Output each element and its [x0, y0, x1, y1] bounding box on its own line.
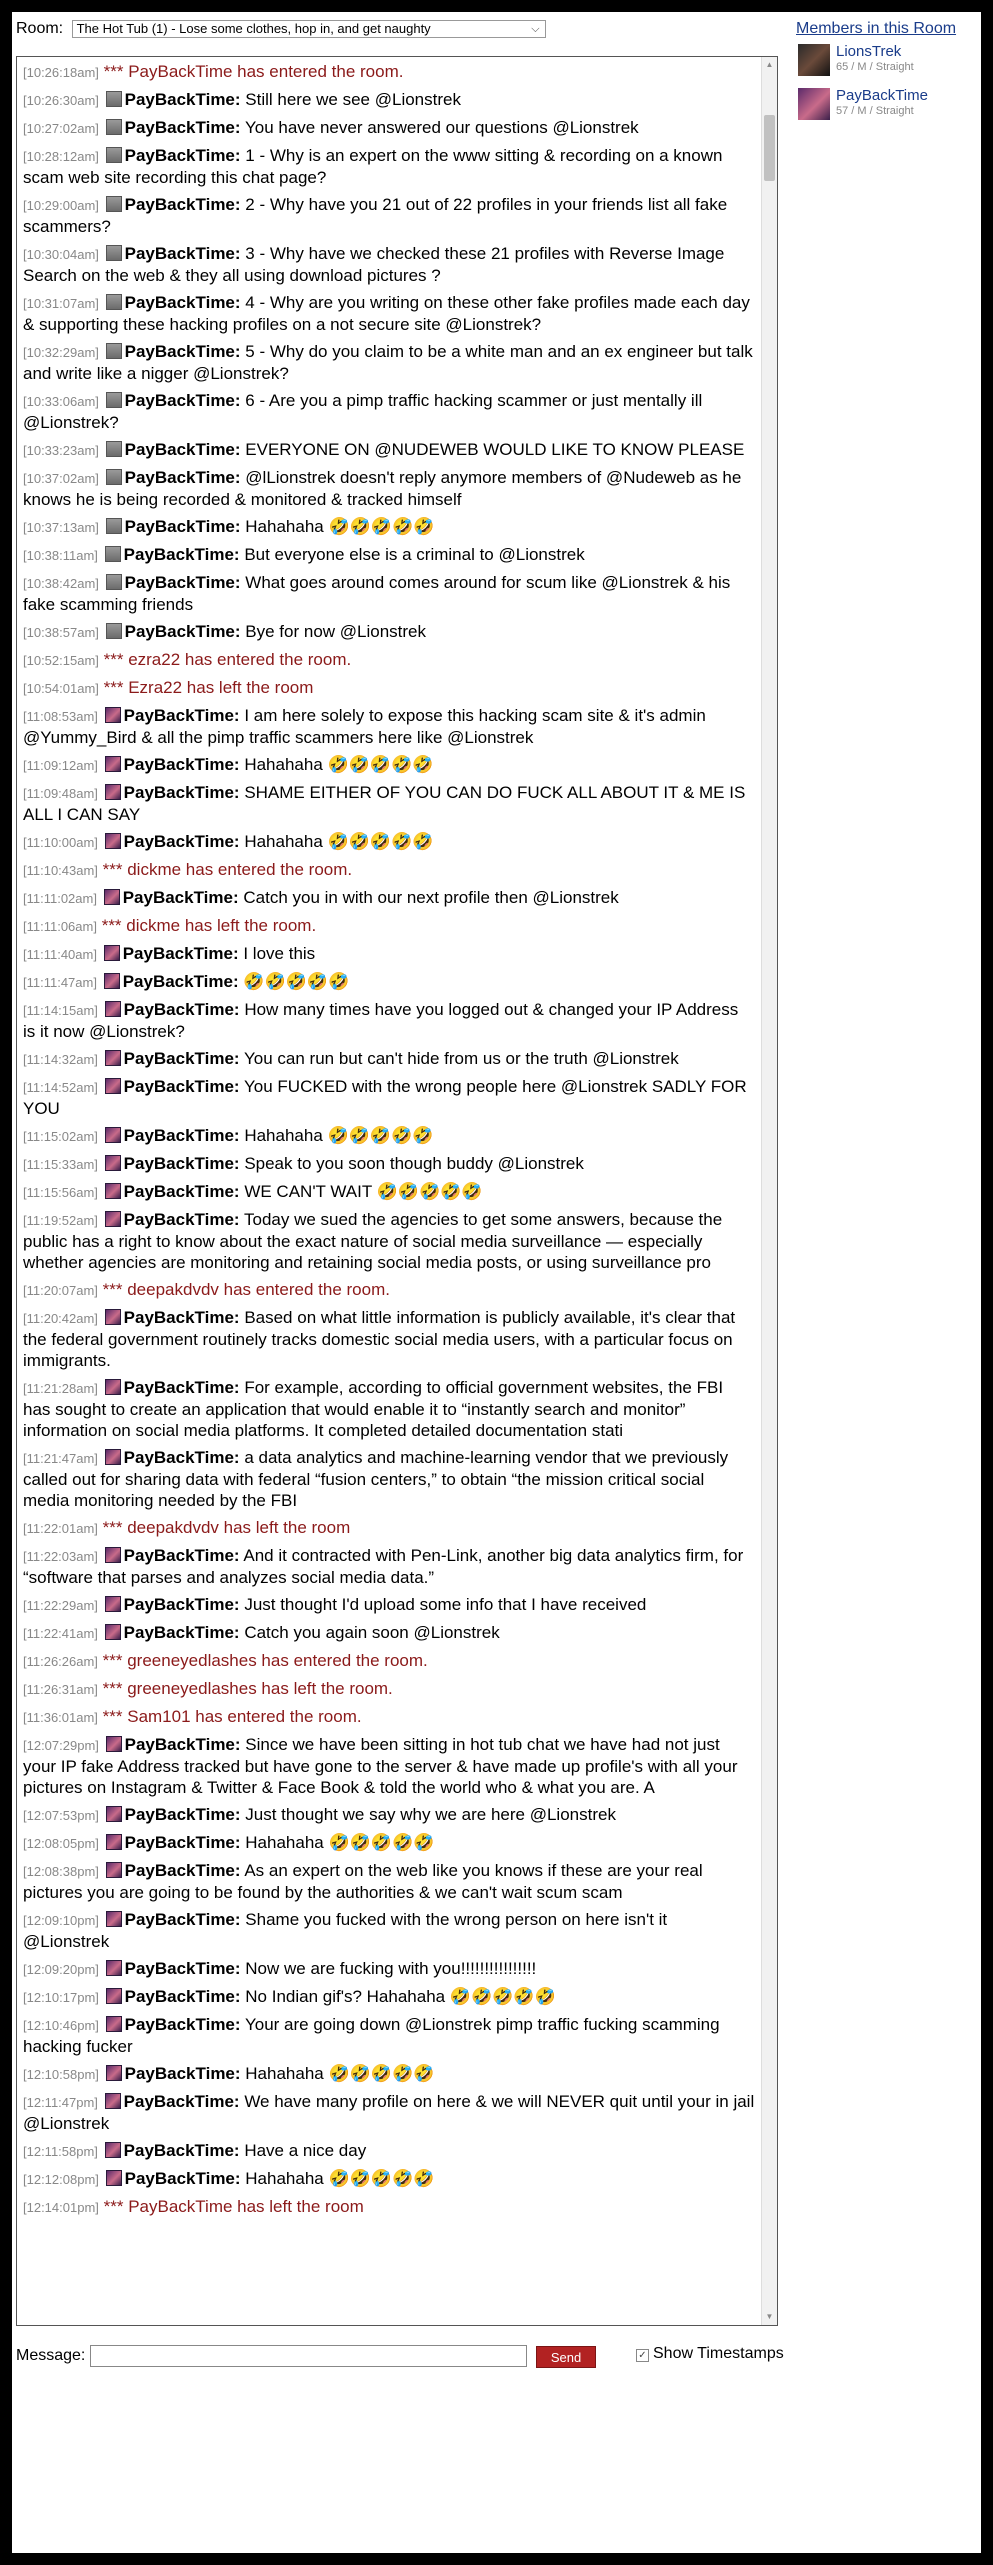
message-input[interactable]: [90, 2345, 527, 2367]
sender-name[interactable]: PayBackTime:: [124, 342, 241, 361]
message-text: Catch you in with our next profile then @Lionstrek: [243, 888, 619, 907]
chat-message: [23, 1153, 755, 1175]
sender-name[interactable]: PayBackTime:: [123, 1308, 240, 1327]
message-text: Speak to you soon though buddy @Lionstrek: [244, 1154, 584, 1173]
system-text: *** deepakdvdv has entered the room.: [102, 1280, 390, 1299]
message-timestamp: [10:28:12am]: [23, 149, 99, 164]
avatar[interactable]: [106, 1862, 122, 1878]
sender-name[interactable]: PayBackTime:: [123, 1448, 240, 1467]
sender-name[interactable]: PayBackTime:: [124, 293, 241, 312]
sender-name[interactable]: PayBackTime:: [122, 888, 239, 907]
chat-message: [23, 754, 755, 776]
sender-name[interactable]: PayBackTime:: [123, 1000, 240, 1019]
avatar[interactable]: [106, 392, 122, 408]
message-timestamp: [12:08:38pm]: [23, 1864, 99, 1879]
scroll-down-icon[interactable]: ▼: [765, 2312, 774, 2321]
avatar[interactable]: [104, 973, 120, 989]
avatar[interactable]: [104, 889, 120, 905]
chat-message: [23, 516, 755, 538]
message-timestamp: [10:33:06am]: [23, 394, 99, 409]
message-timestamp: [11:36:01am]: [23, 1710, 98, 1725]
message-label: Message:: [16, 2347, 86, 2364]
message-timestamp: [11:09:12am]: [23, 758, 98, 773]
avatar[interactable]: [105, 1078, 121, 1094]
avatar[interactable]: [106, 119, 122, 135]
avatar[interactable]: [105, 1211, 121, 1227]
system-message: [23, 1279, 755, 1301]
message-timestamp: [11:22:29am]: [23, 1598, 98, 1613]
system-message: [23, 677, 755, 699]
message-timestamp: [10:38:42am]: [23, 576, 99, 591]
message-text: You have never answered our questions @Lionstrek: [244, 118, 639, 137]
avatar[interactable]: [105, 1547, 121, 1563]
message-timestamp: [11:11:06am]: [23, 919, 97, 934]
message-text: I love this: [243, 944, 316, 963]
chat-page: [12, 12, 981, 2553]
sender-name[interactable]: PayBackTime:: [124, 244, 241, 263]
room-select-value: The Hot Tub (1) - Lose some clothes, hop in, and get naughty: [76, 21, 431, 36]
sender-name[interactable]: PayBackTime:: [122, 972, 239, 991]
message-text: Hahahaha 🤣🤣🤣🤣🤣: [245, 2064, 435, 2083]
system-text: *** Ezra22 has left the room: [103, 678, 314, 697]
sender-name[interactable]: PayBackTime:: [124, 90, 241, 109]
system-message: [23, 1706, 755, 1728]
message-text: Your are going down @Lionstrek pimp traffic fucking scamming hacking fucker: [23, 2015, 720, 2056]
sender-name[interactable]: PayBackTime:: [123, 1154, 240, 1173]
chat-message: [23, 544, 755, 566]
sender-name[interactable]: PayBackTime:: [124, 2169, 241, 2188]
message-text: No Indian gif's? Hahahaha 🤣🤣🤣🤣🤣: [245, 1987, 556, 2006]
chat-message: [23, 2168, 755, 2190]
system-message: [23, 1650, 755, 1672]
chat-message: [23, 1958, 755, 1980]
message-timestamp: [10:52:15am]: [23, 653, 99, 668]
message-text: Since we have been sitting in hot tub chat we have had not just your IP fake Address tracked but have gone to the server & have made up profile's with all your pictures on Instagram & Twitter & Face Book & told the world who & what you are. A: [23, 1735, 738, 1797]
avatar[interactable]: [106, 196, 122, 212]
message-timestamp: [11:15:56am]: [23, 1185, 98, 1200]
sender-name[interactable]: PayBackTime:: [124, 1861, 241, 1880]
avatar[interactable]: [106, 1806, 122, 1822]
avatar[interactable]: [106, 469, 122, 485]
avatar[interactable]: [105, 1050, 121, 1066]
message-timestamp: [10:32:29am]: [23, 345, 99, 360]
system-text: *** PayBackTime has left the room: [103, 2197, 364, 2216]
avatar[interactable]: [106, 441, 122, 457]
sender-name[interactable]: PayBackTime:: [124, 573, 241, 592]
message-timestamp: [11:11:47am]: [23, 975, 97, 990]
system-message: [23, 2196, 755, 2218]
chat-message: [23, 1048, 755, 1070]
sender-name[interactable]: PayBackTime:: [123, 1378, 240, 1397]
message-timestamp: [11:11:40am]: [23, 947, 97, 962]
chat-message: [23, 1622, 755, 1644]
chat-message: [23, 2014, 755, 2057]
system-text: *** dickme has entered the room.: [102, 860, 353, 879]
sender-name[interactable]: PayBackTime:: [124, 1833, 241, 1852]
message-timestamp: [12:11:58pm]: [23, 2144, 98, 2159]
message-text: 2 - Why have you 21 out of 22 profiles in your friends list all fake scammers?: [23, 195, 728, 236]
avatar[interactable]: [105, 1127, 121, 1143]
chat-message: [23, 390, 755, 433]
avatar[interactable]: [106, 294, 122, 310]
sender-name[interactable]: PayBackTime:: [123, 1546, 240, 1565]
chat-message: [23, 145, 755, 188]
system-text: *** PayBackTime has entered the room.: [103, 62, 404, 81]
message-text: SHAME EITHER OF YOU CAN DO FUCK ALL ABOUT IT & ME IS ALL I CAN SAY: [23, 783, 746, 824]
timestamps-checkbox[interactable]: ✓: [636, 2349, 649, 2362]
avatar[interactable]: [106, 518, 122, 534]
chat-message: [23, 2063, 755, 2085]
message-text: Based on what little information is publicly available, it's clear that the federal government routinely tracks domestic social media users, with a particular focus on immigrants.: [23, 1308, 736, 1370]
sender-name[interactable]: PayBackTime:: [124, 1735, 241, 1754]
sender-name[interactable]: PayBackTime:: [123, 706, 240, 725]
message-timestamp: [10:38:11am]: [23, 548, 98, 563]
message-timestamp: [11:20:42am]: [23, 1311, 98, 1326]
avatar[interactable]: [105, 546, 121, 562]
message-text: But everyone else is a criminal to @Lionstrek: [244, 545, 585, 564]
message-text: @lLionstrek doesn't reply anymore members of @Nudeweb as he knows he is being recorded & monitored & tracked himself: [23, 468, 742, 509]
sender-name[interactable]: PayBackTime:: [122, 944, 239, 963]
sender-name[interactable]: PayBackTime:: [123, 1077, 240, 1096]
message-text: We have many profile on here & we will NEVER quit until your in jail @Lionstrek: [23, 2092, 755, 2133]
system-message: [23, 649, 755, 671]
chat-message: [23, 1209, 755, 1273]
avatar[interactable]: [106, 2170, 122, 2186]
message-text: For example, according to official government websites, the FBI has sought to create an application that would enable it to “instantly search and monitor” information on social media platforms. It completed detailed documentation stati: [23, 1378, 724, 1440]
avatar[interactable]: [105, 1379, 121, 1395]
sender-name[interactable]: PayBackTime:: [123, 1182, 240, 1201]
sender-name[interactable]: PayBackTime:: [123, 1623, 240, 1642]
message-text: WE CAN'T WAIT 🤣🤣🤣🤣🤣: [244, 1182, 483, 1201]
message-text: Have a nice day: [244, 2141, 367, 2160]
sender-name[interactable]: PayBackTime:: [124, 2064, 241, 2083]
system-message: [23, 1517, 755, 1539]
member-info: 57 / M / Straight: [836, 105, 914, 117]
chat-message: [23, 1181, 755, 1203]
chat-scrollbar[interactable]: [761, 57, 777, 2325]
room-selector-row: [16, 20, 546, 38]
avatar[interactable]: [798, 44, 830, 76]
sender-name[interactable]: PayBackTime:: [124, 1987, 241, 2006]
system-message: [23, 61, 755, 83]
message-timestamp: [11:11:02am]: [23, 891, 97, 906]
message-timestamp: [11:26:31am]: [23, 1682, 98, 1697]
sender-name[interactable]: PayBackTime:: [123, 1049, 240, 1068]
chat-message: [23, 1986, 755, 2008]
system-text: *** deepakdvdv has left the room: [102, 1518, 351, 1537]
sender-name[interactable]: PayBackTime:: [124, 118, 241, 137]
chat-message: [23, 89, 755, 111]
chat-message: [23, 1447, 755, 1511]
avatar[interactable]: [105, 1596, 121, 1612]
message-timestamp: [12:12:08pm]: [23, 2172, 99, 2187]
chat-message: [23, 572, 755, 615]
scroll-thumb[interactable]: [764, 115, 775, 181]
chat-message: [23, 1307, 755, 1371]
message-text: As an expert on the web like you knows if these are your real pictures you are going to be found by the authorities & we can't wait scum scam: [23, 1861, 703, 1902]
avatar[interactable]: [106, 1960, 122, 1976]
message-timestamp: [12:14:01pm]: [23, 2200, 99, 2215]
message-text: Still here we see @Lionstrek: [245, 90, 461, 109]
message-timestamp: [11:09:48am]: [23, 786, 98, 801]
avatar[interactable]: [105, 2093, 121, 2109]
message-timestamp: [12:10:17pm]: [23, 1990, 99, 2005]
members-title[interactable]: Members in this Room: [796, 20, 957, 37]
message-text: And it contracted with Pen-Link, another big data analytics firm, for “software that parses and analyzes social media data.”: [23, 1546, 744, 1587]
system-message: [23, 915, 755, 937]
chat-message: [23, 971, 755, 993]
avatar[interactable]: [106, 1988, 122, 2004]
message-text: 3 - Why have we checked these 21 profiles with Reverse Image Search on the web & they all using download pictures ?: [23, 244, 725, 285]
message-timestamp: [12:10:46pm]: [23, 2018, 99, 2033]
message-timestamp: [10:27:02am]: [23, 121, 99, 136]
chat-message: [23, 943, 755, 965]
sender-name[interactable]: PayBackTime:: [123, 545, 240, 564]
member-item[interactable]: [796, 42, 971, 82]
chat-message: [23, 831, 755, 853]
message-timestamp: [11:14:32am]: [23, 1052, 98, 1067]
message-timestamp: [11:21:47am]: [23, 1451, 98, 1466]
chat-message: [23, 117, 755, 139]
message-timestamp: [12:08:05pm]: [23, 1836, 99, 1851]
message-timestamp: [11:14:15am]: [23, 1003, 98, 1018]
avatar[interactable]: [105, 1449, 121, 1465]
chat-message: [23, 782, 755, 825]
chat-message: [23, 194, 755, 237]
message-text: I am here solely to expose this hacking scam site & it's admin @Yummy_Bird & all the pimp traffic scammers here like @Lionstrek: [23, 706, 706, 747]
avatar[interactable]: [106, 343, 122, 359]
message-timestamp: [11:22:41am]: [23, 1626, 98, 1641]
timestamps-label: Show Timestamps: [653, 2345, 784, 2362]
message-list: [17, 57, 761, 2325]
chat-message: [23, 621, 755, 643]
message-text: What goes around comes around for scum like @Lionstrek & his fake scamming friends: [23, 573, 731, 614]
send-button[interactable]: Send: [536, 2346, 596, 2368]
sender-name[interactable]: PayBackTime:: [124, 517, 241, 536]
message-timestamp: [10:26:30am]: [23, 93, 99, 108]
message-text: Hahahaha 🤣🤣🤣🤣🤣: [244, 832, 434, 851]
message-text: Hahahaha 🤣🤣🤣🤣🤣: [245, 1833, 435, 1852]
chat-message: [23, 2091, 755, 2134]
message-timestamp: [10:31:07am]: [23, 296, 99, 311]
chat-message: [23, 1804, 755, 1826]
message-text: 5 - Why do you claim to be a white man and an ex engineer but talk and write like a nigger @Lionstrek?: [23, 342, 753, 383]
avatar[interactable]: [106, 623, 122, 639]
message-text: Hahahaha 🤣🤣🤣🤣🤣: [244, 1126, 434, 1145]
chat-message: [23, 999, 755, 1042]
message-text: a data analytics and machine-learning vendor that we previously called out for sharing data with federal “fusion centers,” to obtain “the mission critical social media monitoring needed by the FBI: [23, 1448, 729, 1510]
message-text: Catch you again soon @Lionstrek: [244, 1623, 500, 1642]
message-timestamp: [12:11:47pm]: [23, 2095, 98, 2110]
sender-name[interactable]: PayBackTime:: [124, 2015, 241, 2034]
message-timestamp: [12:07:53pm]: [23, 1808, 99, 1823]
avatar[interactable]: [798, 88, 830, 120]
avatar[interactable]: [106, 1911, 122, 1927]
sender-name[interactable]: PayBackTime:: [123, 755, 240, 774]
chat-message: [23, 1545, 755, 1588]
room-label: Room:: [16, 20, 64, 37]
system-text: *** dickme has left the room.: [101, 916, 317, 935]
chat-message: [23, 1909, 755, 1952]
chat-message: [23, 1076, 755, 1119]
sender-name[interactable]: PayBackTime:: [123, 1595, 240, 1614]
sender-name[interactable]: PayBackTime:: [124, 440, 241, 459]
system-message: [23, 1678, 755, 1700]
system-text: *** ezra22 has entered the room.: [103, 650, 352, 669]
system-text: *** greeneyedlashes has entered the room.: [102, 1651, 428, 1670]
sender-name[interactable]: PayBackTime:: [124, 195, 241, 214]
message-text: You can run but can't hide from us or the truth @Lionstrek: [244, 1049, 679, 1068]
chat-message: [23, 1734, 755, 1798]
message-timestamp: [11:15:33am]: [23, 1157, 98, 1172]
message-timestamp: [11:19:52am]: [23, 1213, 98, 1228]
chevron-down-icon: ⌵: [531, 23, 540, 35]
message-timestamp: [10:30:04am]: [23, 247, 99, 262]
message-text: Just thought we say why we are here @Lionstrek: [245, 1805, 616, 1824]
message-text: How many times have you logged out & changed your IP Address is it now @Lionstrek?: [23, 1000, 739, 1041]
chat-message: [23, 2140, 755, 2162]
chat-message: [23, 243, 755, 286]
message-text: Bye for now @Lionstrek: [245, 622, 427, 641]
message-text: Just thought I'd upload some info that I have received: [244, 1595, 647, 1614]
message-text: Today we sued the agencies to get some answers, because the public has a right to know about the exact nature of social media surveillance — especially whether agencies are monitoring and retaining social media posts, or using surveillance pro: [23, 1210, 723, 1272]
scroll-up-icon[interactable]: ▲: [765, 60, 774, 69]
message-timestamp: [10:29:00am]: [23, 198, 99, 213]
sender-name[interactable]: PayBackTime:: [124, 146, 241, 165]
avatar[interactable]: [105, 2142, 121, 2158]
message-timestamp: [11:20:07am]: [23, 1283, 98, 1298]
avatar[interactable]: [106, 147, 122, 163]
show-timestamps-toggle[interactable]: [636, 2345, 784, 2363]
sender-name[interactable]: PayBackTime:: [123, 1126, 240, 1145]
chat-message: [23, 467, 755, 510]
avatar[interactable]: [106, 245, 122, 261]
avatar[interactable]: [106, 1834, 122, 1850]
chat-message: [23, 341, 755, 384]
message-text: EVERYONE ON @NUDEWEB WOULD LIKE TO KNOW PLEASE: [245, 440, 745, 459]
sender-name[interactable]: PayBackTime:: [123, 832, 240, 851]
avatar[interactable]: [106, 91, 122, 107]
system-text: *** greeneyedlashes has left the room.: [102, 1679, 393, 1698]
avatar[interactable]: [105, 833, 121, 849]
sender-name[interactable]: PayBackTime:: [124, 391, 241, 410]
chat-message: [23, 1125, 755, 1147]
chat-message: [23, 439, 755, 461]
member-info: 65 / M / Straight: [836, 61, 914, 73]
sender-name[interactable]: PayBackTime:: [124, 1959, 241, 1978]
message-timestamp: [12:10:58pm]: [23, 2067, 99, 2082]
system-message: [23, 859, 755, 881]
message-text: Hahahaha 🤣🤣🤣🤣🤣: [245, 2169, 435, 2188]
message-timestamp: [11:22:01am]: [23, 1521, 98, 1536]
member-name[interactable]: LionsTrek: [836, 43, 902, 60]
avatar[interactable]: [105, 1155, 121, 1171]
message-timestamp: [12:09:10pm]: [23, 1913, 99, 1928]
sender-name[interactable]: PayBackTime:: [123, 2141, 240, 2160]
chat-message: [23, 292, 755, 335]
message-text: 4 - Why are you writing on these other fake profiles made each day & supporting these hacking profiles on a not secure site @Lionstrek?: [23, 293, 750, 334]
message-timestamp: [12:09:20pm]: [23, 1962, 99, 1977]
message-timestamp: [10:37:02am]: [23, 471, 99, 486]
sender-name[interactable]: PayBackTime:: [124, 622, 241, 641]
message-timestamp: [11:22:03am]: [23, 1549, 98, 1564]
members-panel: [796, 20, 971, 130]
avatar[interactable]: [105, 756, 121, 772]
chat-message: [23, 887, 755, 909]
avatar[interactable]: [106, 2016, 122, 2032]
sender-name[interactable]: PayBackTime:: [123, 783, 240, 802]
message-text: 6 - Are you a pimp traffic hacking scammer or just mentally ill @Lionstrek?: [23, 391, 703, 432]
message-timestamp: [11:10:00am]: [23, 835, 98, 850]
member-item[interactable]: [796, 86, 971, 126]
chat-message: [23, 1377, 755, 1441]
avatar[interactable]: [106, 2065, 122, 2081]
message-timestamp: [10:37:13am]: [23, 520, 99, 535]
avatar[interactable]: [106, 1736, 122, 1752]
message-timestamp: [10:38:57am]: [23, 625, 99, 640]
avatar[interactable]: [105, 707, 121, 723]
message-timestamp: [11:21:28am]: [23, 1381, 98, 1396]
sender-name[interactable]: PayBackTime:: [123, 2092, 240, 2111]
message-timestamp: [12:07:29pm]: [23, 1738, 99, 1753]
avatar[interactable]: [105, 1309, 121, 1325]
chat-message: [23, 1860, 755, 1903]
message-timestamp: [10:54:01am]: [23, 681, 99, 696]
message-timestamp: [10:26:18am]: [23, 65, 99, 80]
sender-name[interactable]: PayBackTime:: [124, 468, 241, 487]
message-text: Now we are fucking with you!!!!!!!!!!!!!!!!: [245, 1959, 537, 1978]
avatar[interactable]: [104, 945, 120, 961]
message-text: You FUCKED with the wrong people here @Lionstrek SADLY FOR YOU: [23, 1077, 747, 1118]
message-timestamp: [11:26:26am]: [23, 1654, 98, 1669]
sender-name[interactable]: PayBackTime:: [124, 1805, 241, 1824]
message-text: Shame you fucked with the wrong person on here isn't it @Lionstrek: [23, 1910, 668, 1951]
chat-message: [23, 1594, 755, 1616]
avatar[interactable]: [105, 1001, 121, 1017]
sender-name[interactable]: PayBackTime:: [123, 1210, 240, 1229]
message-text: 🤣🤣🤣🤣🤣: [243, 972, 350, 991]
message-text: 1 - Why is an expert on the www sitting & recording on a known scam web site recording this chat page?: [23, 146, 723, 187]
message-timestamp: [11:14:52am]: [23, 1080, 98, 1095]
room-select[interactable]: [72, 20, 546, 38]
chat-message: [23, 1832, 755, 1854]
message-timestamp: [10:33:23am]: [23, 443, 99, 458]
chat-message: [23, 705, 755, 748]
system-text: *** Sam101 has entered the room.: [102, 1707, 362, 1726]
message-text: Hahahaha 🤣🤣🤣🤣🤣: [245, 517, 435, 536]
avatar[interactable]: [105, 784, 121, 800]
message-timestamp: [11:08:53am]: [23, 709, 98, 724]
sender-name[interactable]: PayBackTime:: [124, 1910, 241, 1929]
message-text: Hahahaha 🤣🤣🤣🤣🤣: [244, 755, 434, 774]
chat-log[interactable]: [16, 56, 778, 2326]
avatar[interactable]: [105, 1624, 121, 1640]
message-timestamp: [11:10:43am]: [23, 863, 98, 878]
message-timestamp: [11:15:02am]: [23, 1129, 98, 1144]
avatar[interactable]: [106, 574, 122, 590]
avatar[interactable]: [105, 1183, 121, 1199]
member-name[interactable]: PayBackTime: [836, 87, 928, 104]
